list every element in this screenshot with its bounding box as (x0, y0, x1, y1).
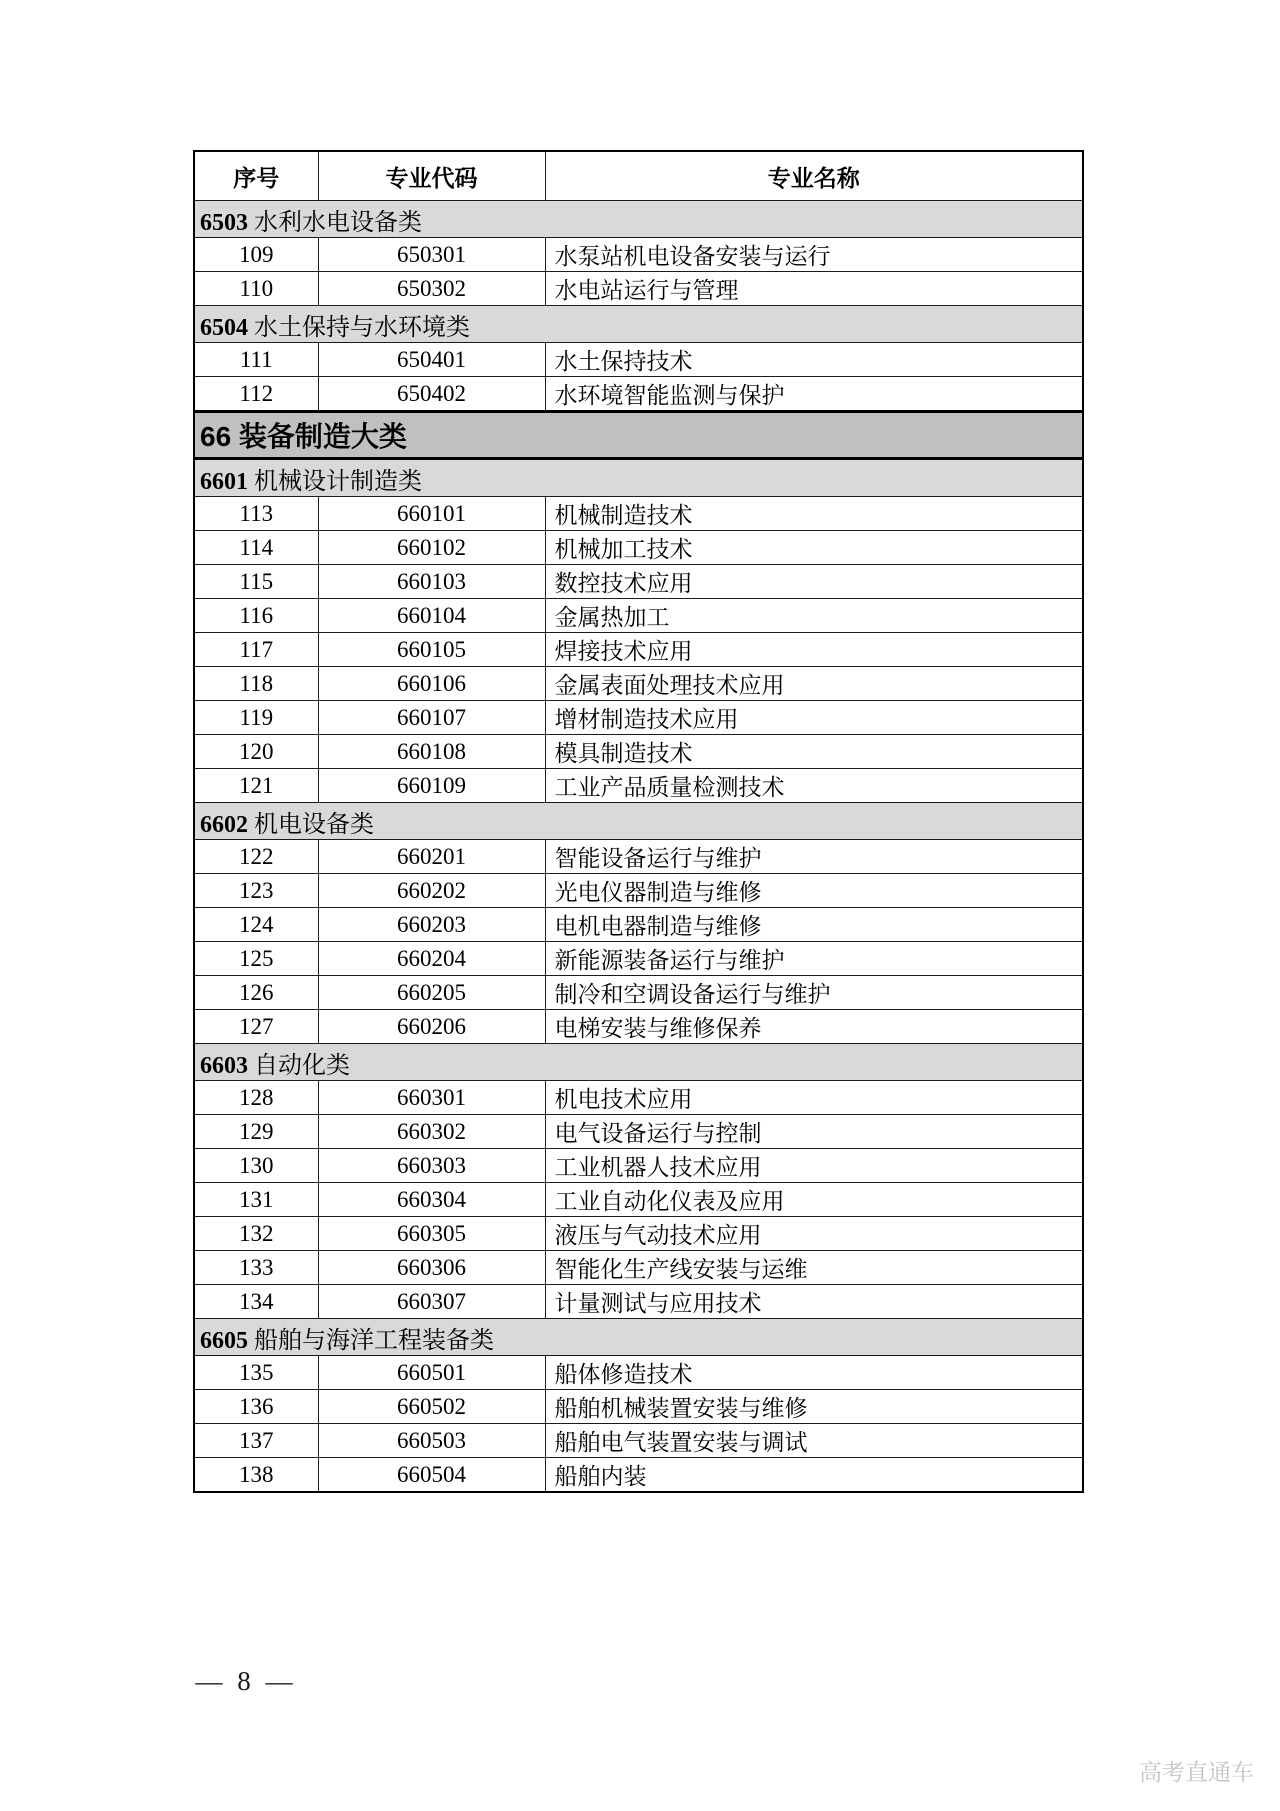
name-cell: 数控技术应用 (545, 565, 1083, 599)
section-name: 装备制造大类 (231, 421, 407, 452)
seq-cell: 117 (194, 633, 318, 667)
table-row (194, 1149, 1083, 1183)
section-label (194, 1044, 1083, 1081)
seq-cell: 136 (194, 1390, 318, 1424)
code-cell: 660301 (318, 1081, 545, 1115)
table-row (194, 1081, 1083, 1115)
code-cell: 660108 (318, 735, 545, 769)
name-cell: 机械加工技术 (545, 531, 1083, 565)
table-row (194, 1285, 1083, 1319)
seq-cell: 119 (194, 701, 318, 735)
code-cell: 660307 (318, 1285, 545, 1319)
code-cell: 660302 (318, 1115, 545, 1149)
seq-cell: 115 (194, 565, 318, 599)
section-code: 6601 (200, 468, 248, 495)
seq-cell: 111 (194, 343, 318, 377)
table-row (194, 272, 1083, 306)
name-cell: 电气设备运行与控制 (545, 1115, 1083, 1149)
name-cell: 工业产品质量检测技术 (545, 769, 1083, 803)
code-cell: 660103 (318, 565, 545, 599)
name-cell: 金属表面处理技术应用 (545, 667, 1083, 701)
name-cell: 水泵站机电设备安装与运行 (545, 238, 1083, 272)
table-row (194, 1356, 1083, 1390)
name-cell: 电梯安装与维修保养 (545, 1010, 1083, 1044)
seq-cell: 130 (194, 1149, 318, 1183)
code-cell: 660107 (318, 701, 545, 735)
name-cell: 焊接技术应用 (545, 633, 1083, 667)
section-name: 水土保持与水环境类 (248, 314, 470, 341)
name-cell: 工业机器人技术应用 (545, 1149, 1083, 1183)
seq-cell: 133 (194, 1251, 318, 1285)
name-cell: 船舶机械装置安装与维修 (545, 1390, 1083, 1424)
seq-cell: 124 (194, 908, 318, 942)
code-cell: 660304 (318, 1183, 545, 1217)
section-code: 6605 (200, 1327, 248, 1354)
table-row (194, 238, 1083, 272)
section-code: 66 (200, 421, 232, 452)
seq-cell: 128 (194, 1081, 318, 1115)
table-row (194, 1251, 1083, 1285)
seq-cell: 109 (194, 238, 318, 272)
name-cell: 金属热加工 (545, 599, 1083, 633)
section-name: 自动化类 (248, 1052, 350, 1079)
name-cell: 智能设备运行与维护 (545, 840, 1083, 874)
table-row (194, 1115, 1083, 1149)
seq-cell: 129 (194, 1115, 318, 1149)
seq-cell: 132 (194, 1217, 318, 1251)
code-cell: 660503 (318, 1424, 545, 1458)
section-code: 6503 (200, 209, 248, 236)
seq-cell: 123 (194, 874, 318, 908)
name-cell: 船舶内装 (545, 1458, 1083, 1493)
section-label (194, 201, 1083, 238)
table-row (194, 769, 1083, 803)
section-code: 6504 (200, 314, 248, 341)
table-row (194, 531, 1083, 565)
code-cell: 660206 (318, 1010, 545, 1044)
name-cell: 机械制造技术 (545, 497, 1083, 531)
code-cell: 660203 (318, 908, 545, 942)
code-cell: 660201 (318, 840, 545, 874)
section-label (194, 1319, 1083, 1356)
page-number: — 8 — (195, 1666, 297, 1696)
table-row (194, 1217, 1083, 1251)
table-row (194, 1424, 1083, 1458)
watermark: 高考直通车 (1139, 1759, 1254, 1785)
name-cell: 机电技术应用 (545, 1081, 1083, 1115)
name-cell: 制冷和空调设备运行与维护 (545, 976, 1083, 1010)
table-row (194, 1458, 1083, 1493)
table-row (194, 1183, 1083, 1217)
name-cell: 新能源装备运行与维护 (545, 942, 1083, 976)
table-row (194, 633, 1083, 667)
name-cell: 水环境智能监测与保护 (545, 377, 1083, 412)
section-row (194, 803, 1083, 840)
table-row (194, 976, 1083, 1010)
seq-cell: 122 (194, 840, 318, 874)
code-cell: 660305 (318, 1217, 545, 1251)
major-section-row (194, 412, 1083, 459)
name-cell: 液压与气动技术应用 (545, 1217, 1083, 1251)
seq-cell: 113 (194, 497, 318, 531)
code-cell: 650301 (318, 238, 545, 272)
section-name: 机电设备类 (248, 811, 374, 838)
section-label (194, 459, 1083, 497)
table-row (194, 599, 1083, 633)
code-cell: 660205 (318, 976, 545, 1010)
name-cell: 光电仪器制造与维修 (545, 874, 1083, 908)
table-row (194, 377, 1083, 412)
code-cell: 660202 (318, 874, 545, 908)
table-header-row (194, 151, 1083, 201)
section-row (194, 1319, 1083, 1356)
section-code: 6602 (200, 811, 248, 838)
seq-cell: 112 (194, 377, 318, 412)
table-body (194, 201, 1083, 1493)
code-cell: 660102 (318, 531, 545, 565)
seq-cell: 131 (194, 1183, 318, 1217)
name-cell: 水电站运行与管理 (545, 272, 1083, 306)
code-cell: 660101 (318, 497, 545, 531)
header-name: 专业名称 (545, 151, 1083, 201)
table-row (194, 840, 1083, 874)
table-row (194, 1390, 1083, 1424)
code-cell: 660106 (318, 667, 545, 701)
seq-cell: 134 (194, 1285, 318, 1319)
majors-table (193, 150, 1084, 1493)
table-row (194, 667, 1083, 701)
seq-cell: 127 (194, 1010, 318, 1044)
name-cell: 电机电器制造与维修 (545, 908, 1083, 942)
name-cell: 工业自动化仪表及应用 (545, 1183, 1083, 1217)
table-row (194, 1010, 1083, 1044)
code-cell: 650302 (318, 272, 545, 306)
code-cell: 660504 (318, 1458, 545, 1493)
code-cell: 660303 (318, 1149, 545, 1183)
section-row (194, 459, 1083, 497)
name-cell: 智能化生产线安装与运维 (545, 1251, 1083, 1285)
section-name: 水利水电设备类 (248, 209, 422, 236)
seq-cell: 135 (194, 1356, 318, 1390)
name-cell: 水土保持技术 (545, 343, 1083, 377)
section-label (194, 412, 1083, 459)
code-cell: 650402 (318, 377, 545, 412)
code-cell: 660104 (318, 599, 545, 633)
name-cell: 船体修造技术 (545, 1356, 1083, 1390)
section-label (194, 306, 1083, 343)
section-row (194, 1044, 1083, 1081)
table-row (194, 735, 1083, 769)
code-cell: 660306 (318, 1251, 545, 1285)
header-seq: 序号 (194, 151, 318, 201)
code-cell: 660204 (318, 942, 545, 976)
table-row (194, 874, 1083, 908)
name-cell: 船舶电气装置安装与调试 (545, 1424, 1083, 1458)
name-cell: 计量测试与应用技术 (545, 1285, 1083, 1319)
seq-cell: 110 (194, 272, 318, 306)
code-cell: 660501 (318, 1356, 545, 1390)
seq-cell: 121 (194, 769, 318, 803)
name-cell: 增材制造技术应用 (545, 701, 1083, 735)
seq-cell: 137 (194, 1424, 318, 1458)
seq-cell: 126 (194, 976, 318, 1010)
table-row (194, 908, 1083, 942)
code-cell: 660109 (318, 769, 545, 803)
header-code: 专业代码 (318, 151, 545, 201)
seq-cell: 120 (194, 735, 318, 769)
table-row (194, 497, 1083, 531)
section-name: 船舶与海洋工程装备类 (248, 1327, 494, 1354)
name-cell: 模具制造技术 (545, 735, 1083, 769)
table-row (194, 701, 1083, 735)
table-row (194, 942, 1083, 976)
seq-cell: 116 (194, 599, 318, 633)
section-name: 机械设计制造类 (248, 468, 422, 495)
seq-cell: 118 (194, 667, 318, 701)
code-cell: 660105 (318, 633, 545, 667)
section-row (194, 201, 1083, 238)
section-label (194, 803, 1083, 840)
code-cell: 660502 (318, 1390, 545, 1424)
seq-cell: 114 (194, 531, 318, 565)
table-row (194, 343, 1083, 377)
seq-cell: 125 (194, 942, 318, 976)
table-row (194, 565, 1083, 599)
section-code: 6603 (200, 1052, 248, 1079)
section-row (194, 306, 1083, 343)
seq-cell: 138 (194, 1458, 318, 1493)
code-cell: 650401 (318, 343, 545, 377)
